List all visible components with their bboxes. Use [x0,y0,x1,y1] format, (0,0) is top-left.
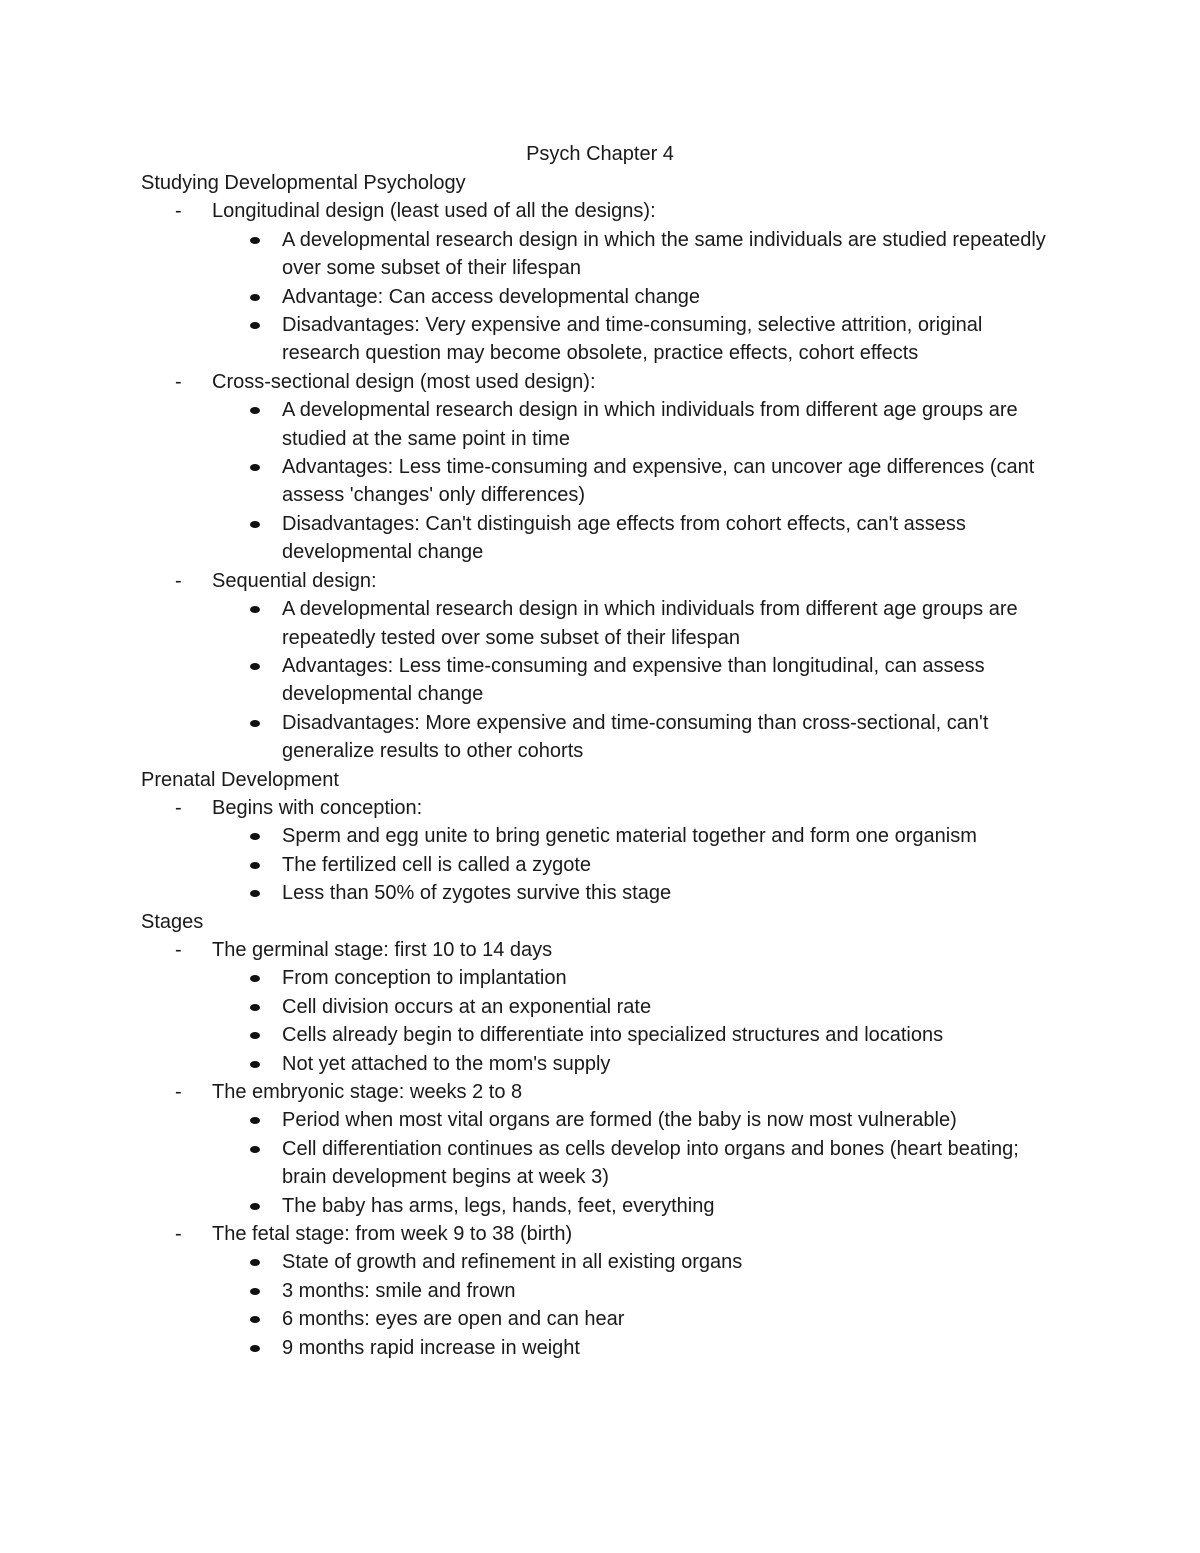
bullet-dot-icon [250,1203,260,1210]
page-title: Psych Chapter 4 [526,143,674,165]
bullet-text: From conception to implantation [282,967,567,990]
section-heading: Prenatal Development [141,768,339,791]
topic-label: The germinal stage: first 10 to 14 days [212,938,553,961]
bullet-list [212,226,1200,368]
dash-marker-icon: - [175,1081,182,1103]
bullet-text: 6 months: eyes are open and can hear [282,1308,625,1331]
bullet-item [212,1106,1057,1134]
bullet-dot-icon [250,464,260,471]
bullet-text: A developmental research design in which individuals from different age groups are repeatedly tested over some subset of their lifespan [282,598,1018,649]
section [0,908,1200,1363]
bullet-item [212,1334,1057,1362]
dash-marker-icon: - [175,200,182,223]
bullet-text: Period when most vital organs are formed (the baby is now most vulnerable) [282,1109,957,1132]
bullet-dot-icon [250,663,260,670]
bullet-dot-icon [250,1345,260,1352]
bullet-dot-icon [250,606,260,613]
bullet-list [212,396,1200,566]
topic-label: Sequential design: [212,569,377,592]
bullet-dot-icon [250,1061,260,1068]
bullet-dot-icon [250,1288,260,1295]
section-heading: Stages [141,910,204,933]
bullet-item [212,1192,1057,1220]
bullet-item [212,396,1057,453]
bullet-dot-icon [250,237,260,244]
bullet-item [212,964,1057,992]
bullet-item [212,283,1057,311]
bullet-text: The baby has arms, legs, hands, feet, everything [282,1194,715,1217]
topic-item [0,794,1200,908]
section-heading: Studying Developmental Psychology [141,172,466,194]
bullet-list [212,1106,1200,1220]
bullet-item [212,1305,1057,1333]
bullet-item [212,851,1057,879]
bullet-item [212,595,1057,652]
bullet-list [212,964,1200,1078]
bullet-dot-icon [250,521,260,528]
bullet-item [212,453,1057,510]
topic-item [0,197,1200,367]
bullet-list [212,1248,1200,1362]
bullet-item [212,879,1057,907]
topic-label: Begins with conception: [212,796,423,819]
bullet-text: Not yet attached to the mom's supply [282,1052,611,1075]
bullet-list [212,822,1200,907]
dash-marker-icon: - [175,1223,182,1246]
bullet-item [212,311,1057,368]
section [0,766,1200,908]
bullet-dot-icon [250,1259,260,1266]
bullet-item [212,652,1057,709]
topic-list [0,794,1200,908]
bullet-text: Disadvantages: More expensive and time-consuming than cross-sectional, can't generalize results to other cohorts [282,711,989,763]
bullet-item [212,226,1057,283]
dash-marker-icon: - [175,938,182,961]
bullet-item [212,1135,1057,1192]
bullet-text: Advantage: Can access developmental change [282,285,701,308]
topic-label: The embryonic stage: weeks 2 to 8 [212,1081,523,1103]
bullet-item [212,993,1057,1021]
topic-item [0,567,1200,766]
bullet-text: Sperm and egg unite to bring genetic material together and form one organism [282,825,977,848]
topic-item [0,1220,1200,1362]
bullet-text: Advantages: Less time-consuming and expensive than longitudinal, can assess developmental change [282,654,985,706]
bullet-text: Disadvantages: Can't distinguish age effects from cohort effects, can't assess developmental change [282,512,966,564]
topic-item [0,368,1200,567]
section [0,169,1200,766]
bullet-text: Cell differentiation continues as cells develop into organs and bones (heart beating; brain development begins at week 3) [282,1137,1019,1189]
bullet-dot-icon [250,1032,260,1039]
bullet-item [212,1021,1057,1049]
topic-label: The fetal stage: from week 9 to 38 (birth) [212,1223,573,1246]
bullet-text: Disadvantages: Very expensive and time-consuming, selective attrition, original research question may become obsolete, practice effects, cohort effects [282,314,983,365]
document-body [0,169,1200,1362]
bullet-dot-icon [250,833,260,840]
bullet-text: 3 months: smile and frown [282,1279,516,1302]
topic-item [0,936,1200,1078]
topic-item [0,1078,1200,1220]
bullet-dot-icon [250,890,260,897]
topic-label: Longitudinal design (least used of all the designs): [212,200,656,223]
bullet-text: A developmental research design in which the same individuals are studied repeatedly over some subset of their lifespan [282,228,1046,280]
bullet-text: State of growth and refinement in all existing organs [282,1251,743,1274]
bullet-dot-icon [250,720,260,727]
bullet-text: Cell division occurs at an exponential rate [282,995,652,1018]
topic-list [0,197,1200,765]
dash-marker-icon: - [175,370,182,393]
bullet-text: 9 months rapid increase in weight [282,1336,580,1359]
dash-marker-icon: - [175,796,182,819]
bullet-dot-icon [250,1146,260,1153]
dash-marker-icon: - [175,569,182,592]
bullet-text: Cells already begin to differentiate into specialized structures and locations [282,1024,944,1047]
bullet-item [212,510,1057,567]
bullet-dot-icon [250,294,260,301]
bullet-text: The fertilized cell is called a zygote [282,853,592,876]
bullet-dot-icon [250,407,260,414]
bullet-dot-icon [250,862,260,869]
bullet-text: Advantages: Less time-consuming and expensive, can uncover age differences (cant assess 'changes' only differences) [282,456,1035,507]
bullet-dot-icon [250,1117,260,1124]
bullet-item [212,1248,1057,1276]
topic-label: Cross-sectional design (most used design): [212,370,596,393]
bullet-list [212,595,1200,765]
bullet-text: Less than 50% of zygotes survive this stage [282,882,672,905]
bullet-dot-icon [250,975,260,982]
bullet-dot-icon [250,322,260,329]
topic-list [0,936,1200,1362]
bullet-item [212,1050,1057,1078]
bullet-item [212,822,1057,850]
bullet-item [212,709,1057,766]
bullet-dot-icon [250,1316,260,1323]
bullet-dot-icon [250,1004,260,1011]
bullet-text: A developmental research design in which individuals from different age groups are studied at the same point in time [282,399,1018,450]
bullet-item [212,1277,1057,1305]
